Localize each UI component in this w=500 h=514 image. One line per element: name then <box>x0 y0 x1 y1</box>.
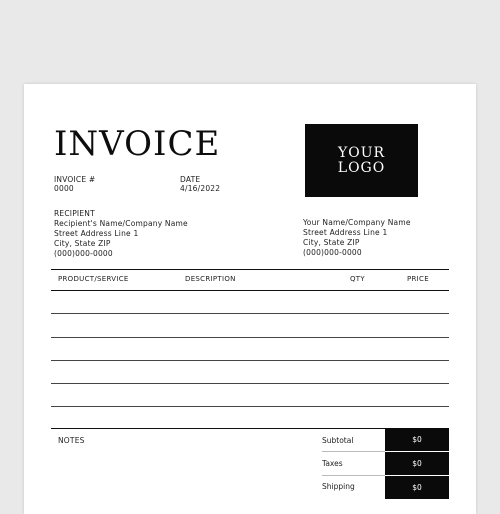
table-header-rule <box>51 290 449 291</box>
table-row-line <box>51 313 449 314</box>
sender-phone: (000)000-0000 <box>303 248 362 257</box>
taxes-label: Taxes <box>322 459 343 468</box>
invoice-number-value: 0000 <box>54 184 74 193</box>
table-row-line <box>51 383 449 384</box>
col-header-price: PRICE <box>407 275 429 283</box>
totals-divider <box>322 451 385 452</box>
shipping-label: Shipping <box>322 482 355 491</box>
notes-label: NOTES <box>58 436 85 445</box>
table-row-line <box>51 360 449 361</box>
shipping-value: $0 <box>385 476 449 499</box>
invoice-date-value: 4/16/2022 <box>180 184 221 193</box>
table-top-rule <box>51 269 449 270</box>
table-row-line <box>51 406 449 407</box>
logo-line-2: LOGO <box>337 159 386 176</box>
recipient-phone: (000)000-0000 <box>54 249 113 258</box>
col-header-description: DESCRIPTION <box>185 275 236 283</box>
logo-line-1: YOUR <box>337 144 386 161</box>
sender-city: City, State ZIP <box>303 238 360 247</box>
totals-divider <box>322 475 385 476</box>
recipient-name: Recipient's Name/Company Name <box>54 219 188 228</box>
recipient-heading: RECIPIENT <box>54 209 95 218</box>
taxes-value: $0 <box>385 452 449 475</box>
subtotal-value: $0 <box>385 428 449 451</box>
invoice-title: INVOICE <box>54 124 221 164</box>
invoice-date-label: DATE <box>180 175 201 184</box>
subtotal-label: Subtotal <box>322 436 354 445</box>
sender-block <box>303 218 411 258</box>
col-header-product: PRODUCT/SERVICE <box>58 275 129 283</box>
sender-address: Street Address Line 1 <box>303 228 388 237</box>
recipient-city: City, State ZIP <box>54 239 111 248</box>
logo-placeholder <box>305 124 418 197</box>
recipient-block <box>54 209 188 259</box>
recipient-address: Street Address Line 1 <box>54 229 139 238</box>
invoice-sheet <box>24 84 476 514</box>
col-header-qty: QTY <box>350 275 365 283</box>
sender-name: Your Name/Company Name <box>303 218 411 227</box>
invoice-number-label: INVOICE # <box>54 175 96 184</box>
table-row-line <box>51 337 449 338</box>
